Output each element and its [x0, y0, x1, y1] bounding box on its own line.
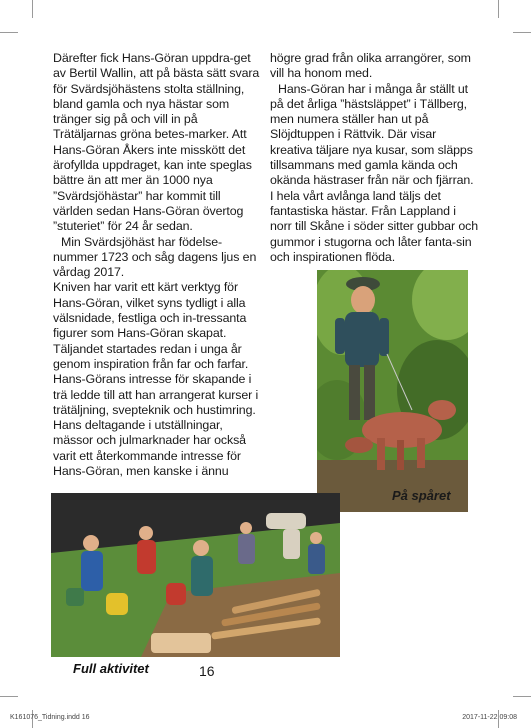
print-slug-filename: K161076_Tidning.indd 16	[10, 714, 90, 721]
photo-woodcarving-scene	[51, 493, 340, 657]
right-text-column	[270, 51, 480, 265]
photo-caption: Full aktivitet	[73, 661, 149, 676]
crop-mark	[513, 32, 531, 33]
photo-woodcarving-scene-illustration	[51, 493, 340, 657]
crop-mark	[0, 32, 18, 33]
crop-mark	[498, 0, 499, 18]
left-text-column	[53, 51, 263, 479]
crop-mark	[513, 696, 531, 697]
photo-man-with-dog-illustration	[317, 270, 468, 512]
photo-caption: På spåret	[392, 488, 451, 503]
crop-mark	[0, 696, 18, 697]
photo-man-with-dog	[317, 270, 468, 512]
crop-mark	[32, 0, 33, 18]
paragraph: högre grad från olika arrangörer, som vill ha honom med.	[270, 51, 471, 81]
paragraph: Hans-Göran har i många år ställt ut på det årliga ”hästsläppet” i Tällberg, men numera ställer han ut på Slöjdtuppen i Rättvik. Där visar kreativa täljare nya kusar, som släpps tillsammans med gamla kända och okända hästraser från när och fjärran. I hela vårt avlånga land täljs det fantastiska hästar. Från Lappland i norr till Skåne i söder sitter gubbar och gummor i stugorna och låter fanta-sin och inspirationen flöda.	[270, 81, 479, 264]
page-number: 16	[199, 663, 215, 679]
paragraph: Därefter fick Hans-Göran uppdra-get av Bertil Wallin, att på bästa sätt svara för Svärdsjöhästens stolta ställning, bland gamla och nya hästar som tränger sig på och vill in på Trätäljarnas gröna betes-marker. Att Hans-Göran Åkers inte misskött det ärofyllda uppdraget, kan inte speglas bättre än att mer än 1000 nya ”Svärdsjöhästar” har kommit till världen sedan Hans-Göran övertog ”stuteriet” för 24 år sedan.	[53, 51, 260, 234]
print-slug-timestamp: 2017-11-22 09:08	[462, 714, 517, 721]
paragraph: Kniven har varit ett kärt verktyg för Hans-Göran, vilket syns tydligt i alla välsnidade, festliga och in-tressanta figurer som Hans-Göran skapat. Täljandet startades redan i unga år genom inspiration från far och farfar. Hans-Görans intresse för skapande i trä ledde till att han arrangerat kurser i trätäljning, svepteknik och hustimring. Hans deltagande i utställningar, mässor och julmarknader har också varit ett återkommande intresse för Hans-Göran, men kanske i ännu	[53, 280, 259, 479]
paragraph: Min Svärdsjöhäst har födelse-nummer 1723 och såg dagens ljus en vårdag 2017.	[53, 234, 257, 280]
